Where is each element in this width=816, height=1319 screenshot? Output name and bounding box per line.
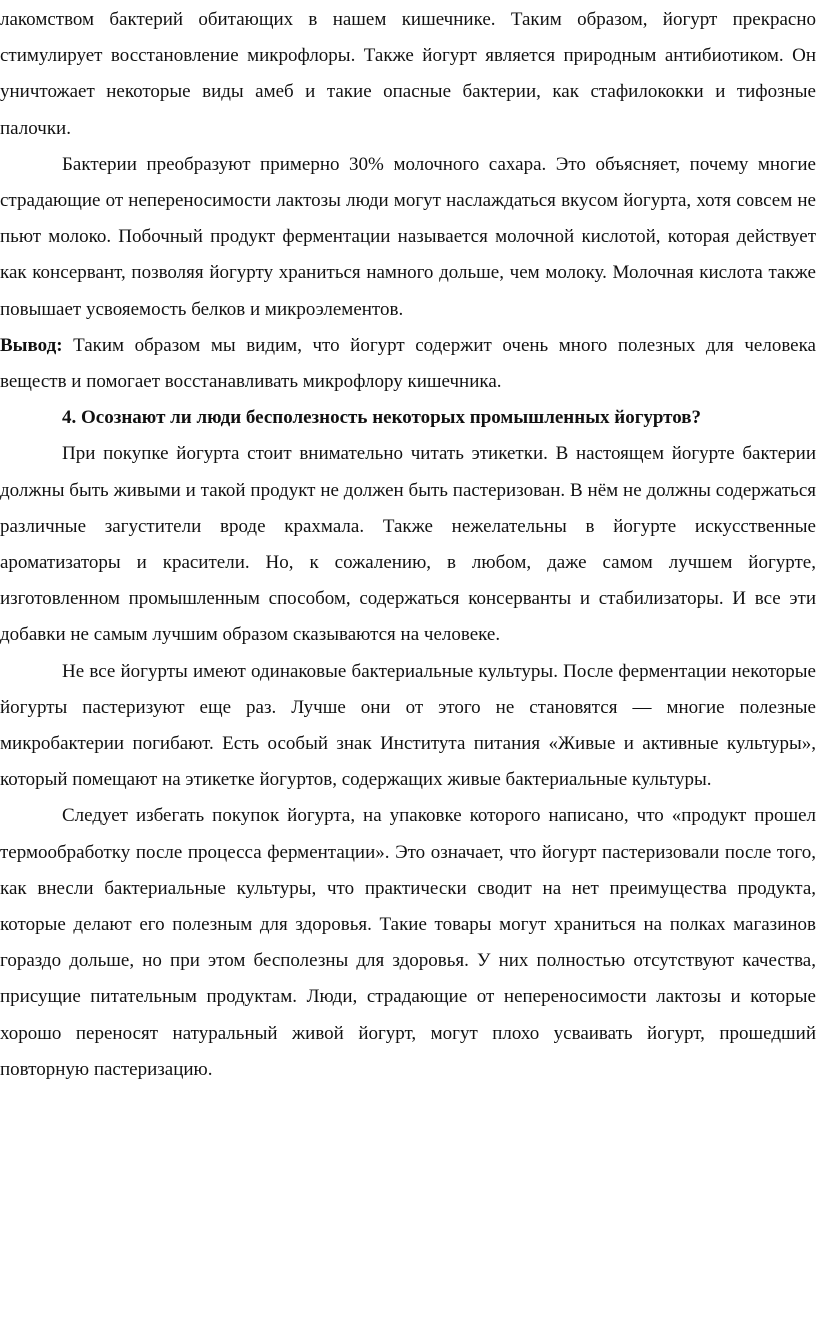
section-heading-4: 4. Осознают ли люди бесполезность некоторых промышленных йогуртов? <box>62 407 702 429</box>
paragraph-bacteria-sugar: Бактерии преобразуют примерно 30% молочного сахара. Это объясняет, почему многие страдающие от непереносимости лактозы люди могут наслаждаться вкусом йогурта, хотя совсем не пьют молоко. Побочный продукт ферментации называется молочной кислотой, которая действует как консервант, позволяя йогурту храниться намного дольше, чем молоку. Молочная кислота также повышает усвояемость белков и микроэлементов. <box>0 153 816 320</box>
paragraph-cultures: Не все йогурты имеют одинаковые бактериальные культуры. После ферментации некоторые йогурты пастеризуют еще раз. Лучше они от этого не становятся — многие полезные микробактерии погибают. Есть особый знак Института питания «Живые и активные культуры», который помещают на этикетке йогуртов, содержащих живые бактериальные культуры. <box>0 660 816 791</box>
conclusion-label: Вывод: <box>0 334 63 356</box>
conclusion-text: Таким образом мы видим, что йогурт содержит очень много полезных для человека веществ и помогает восстанавливать микрофлору кишечника. <box>0 334 816 393</box>
paragraph-continued: лакомством бактерий обитающих в нашем кишечнике. Таким образом, йогурт прекрасно стимулирует восстановление микрофлоры. Также йогурт является природным антибиотиком. Он уничтожает некоторые виды амеб и такие опасные бактерии, как стафилококки и тифозные палочки. <box>0 9 816 139</box>
paragraph-labels: При покупке йогурта стоит внимательно читать этикетки. В настоящем йогурте бактерии должны быть живыми и такой продукт не должен быть пастеризован. В нём не должны содержаться различные загустители вроде крахмала. Также нежелательны в йогурте искусственные ароматизаторы и красители. Но, к сожалению, в любом, даже самом лучшем йогурте, изготовленном промышленным способом, содержаться консерванты и стабилизаторы. И все эти добавки не самым лучшим образом сказываются на человеке. <box>0 443 816 646</box>
paragraph-avoid: Следует избегать покупок йогурта, на упаковке которого написано, что «продукт прошел термообработку после процесса ферментации». Это означает, что йогурт пастеризовали после того, как внесли бактериальные культуры, что практически сводит на нет преимущества продукта, которые делают его полезным для здоровья. Такие товары могут храниться на полках магазинов гораздо дольше, но при этом бесполезны для здоровья. У них полностью отсутствуют качества, присущие питательным продуктам. Люди, страдающие от непереносимости лактозы и которые хорошо переносят натуральный живой йогурт, могут плохо усваивать йогурт, прошедший повторную пастеризацию. <box>0 805 816 1080</box>
conclusion-paragraph <box>0 328 816 400</box>
